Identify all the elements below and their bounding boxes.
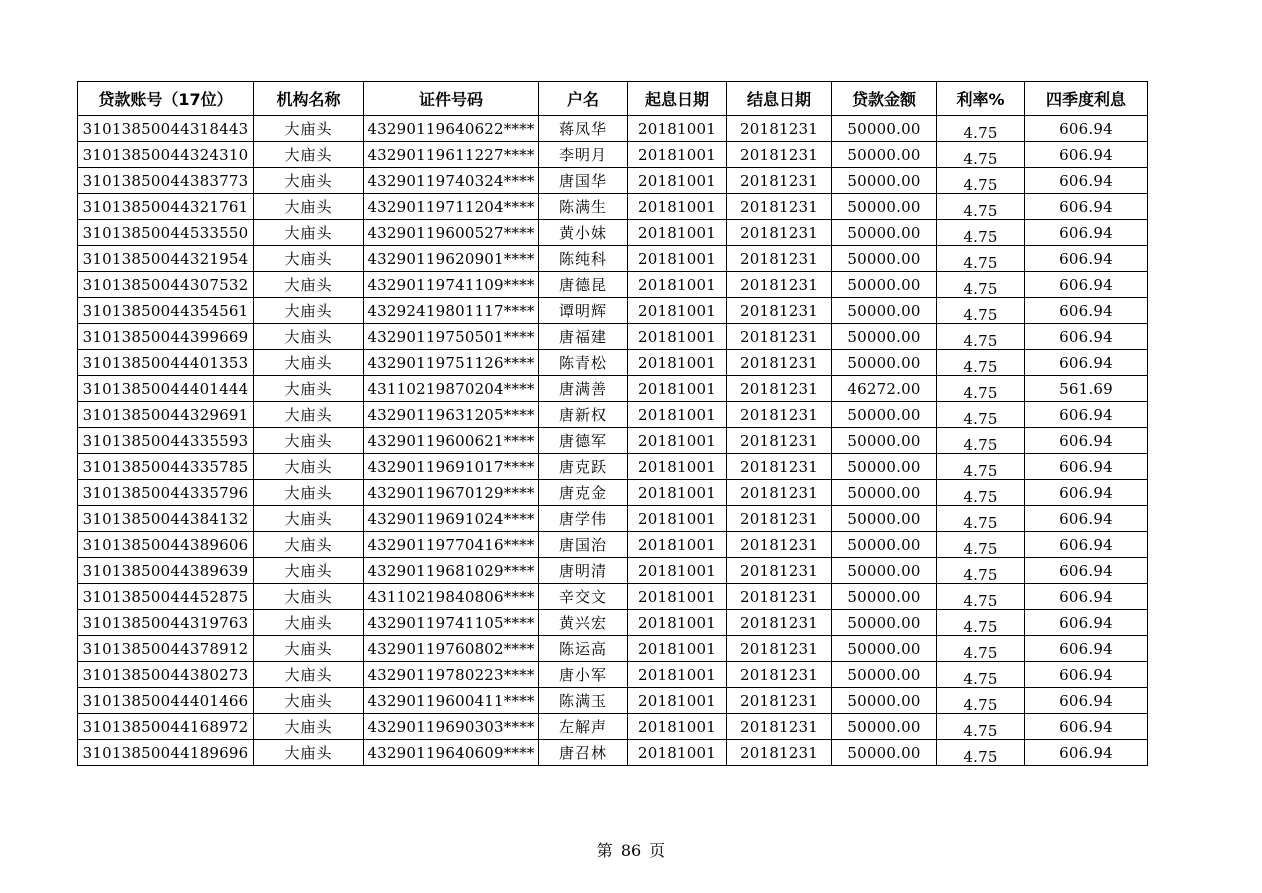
cell-q4-interest: 606.94 [1025,740,1148,766]
header-loan-amount: 贷款金额 [832,82,937,116]
table-body [78,116,1148,766]
cell-start-date: 20181001 [628,532,727,558]
cell-end-date: 20181231 [727,506,832,532]
cell-id-number: 43110219870204**** [364,376,539,402]
cell-q4-interest: 606.94 [1025,246,1148,272]
cell-account-number: 31013850044335593 [78,428,254,454]
cell-loan-amount: 50000.00 [832,714,937,740]
cell-id-number: 43290119750501**** [364,324,539,350]
cell-interest-rate [937,246,1025,272]
cell-branch-name: 大庙头 [254,402,364,428]
cell-start-date: 20181001 [628,324,727,350]
cell-branch-name: 大庙头 [254,298,364,324]
cell-start-date: 20181001 [628,636,727,662]
cell-account-number: 31013850044354561 [78,298,254,324]
cell-branch-name: 大庙头 [254,272,364,298]
interest-rate-value: 4.75 [963,331,998,350]
cell-q4-interest: 606.94 [1025,324,1148,350]
cell-id-number: 43290119640609**** [364,740,539,766]
page-suffix: 页 [649,841,666,860]
header-account-name: 户名 [539,82,628,116]
cell-branch-name: 大庙头 [254,220,364,246]
cell-q4-interest: 606.94 [1025,480,1148,506]
cell-start-date: 20181001 [628,740,727,766]
cell-account-name: 唐克金 [539,480,628,506]
cell-id-number: 43290119770416**** [364,532,539,558]
cell-branch-name: 大庙头 [254,168,364,194]
table-row [78,402,1148,428]
cell-id-number: 43290119631205**** [364,402,539,428]
cell-account-name: 唐克跃 [539,454,628,480]
cell-end-date: 20181231 [727,714,832,740]
cell-account-name: 陈纯科 [539,246,628,272]
cell-interest-rate [937,298,1025,324]
cell-id-number: 43290119741109**** [364,272,539,298]
cell-id-number: 43290119600621**** [364,428,539,454]
table-row [78,532,1148,558]
cell-id-number: 43290119691017**** [364,454,539,480]
cell-q4-interest: 606.94 [1025,220,1148,246]
cell-id-number: 43110219840806**** [364,584,539,610]
interest-rate-value: 4.75 [963,695,998,714]
cell-interest-rate [937,688,1025,714]
cell-interest-rate [937,350,1025,376]
cell-start-date: 20181001 [628,246,727,272]
cell-start-date: 20181001 [628,272,727,298]
cell-branch-name: 大庙头 [254,142,364,168]
cell-branch-name: 大庙头 [254,376,364,402]
cell-id-number: 43290119611227**** [364,142,539,168]
cell-start-date: 20181001 [628,584,727,610]
cell-interest-rate [937,168,1025,194]
table-row [78,220,1148,246]
cell-account-name: 陈满生 [539,194,628,220]
cell-branch-name: 大庙头 [254,350,364,376]
cell-account-number: 31013850044533550 [78,220,254,246]
cell-account-number: 31013850044321954 [78,246,254,272]
table-row [78,376,1148,402]
cell-account-name: 唐新权 [539,402,628,428]
cell-interest-rate [937,142,1025,168]
cell-account-number: 31013850044324310 [78,142,254,168]
cell-loan-amount: 50000.00 [832,246,937,272]
cell-interest-rate [937,272,1025,298]
cell-branch-name: 大庙头 [254,558,364,584]
cell-loan-amount: 50000.00 [832,116,937,142]
cell-account-name: 唐福建 [539,324,628,350]
cell-account-number: 31013850044383773 [78,168,254,194]
cell-account-name: 唐德昆 [539,272,628,298]
cell-account-number: 31013850044401353 [78,350,254,376]
cell-q4-interest: 606.94 [1025,610,1148,636]
table-row [78,298,1148,324]
cell-loan-amount: 50000.00 [832,480,937,506]
interest-rate-value: 4.75 [963,591,998,610]
cell-branch-name: 大庙头 [254,324,364,350]
header-id-number: 证件号码 [364,82,539,116]
cell-branch-name: 大庙头 [254,194,364,220]
cell-branch-name: 大庙头 [254,688,364,714]
cell-loan-amount: 50000.00 [832,168,937,194]
cell-end-date: 20181231 [727,376,832,402]
cell-start-date: 20181001 [628,350,727,376]
header-end-date: 结息日期 [727,82,832,116]
table-row [78,714,1148,740]
cell-account-name: 辛交文 [539,584,628,610]
cell-end-date: 20181231 [727,298,832,324]
cell-interest-rate [937,506,1025,532]
cell-q4-interest: 606.94 [1025,428,1148,454]
cell-account-name: 唐满善 [539,376,628,402]
header-account-number: 贷款账号（17位） [78,82,254,116]
cell-branch-name: 大庙头 [254,584,364,610]
cell-account-name: 黄兴宏 [539,610,628,636]
cell-branch-name: 大庙头 [254,454,364,480]
cell-branch-name: 大庙头 [254,714,364,740]
cell-account-number: 31013850044318443 [78,116,254,142]
cell-start-date: 20181001 [628,662,727,688]
interest-rate-value: 4.75 [963,253,998,272]
cell-end-date: 20181231 [727,740,832,766]
cell-loan-amount: 50000.00 [832,220,937,246]
cell-id-number: 43290119620901**** [364,246,539,272]
cell-end-date: 20181231 [727,168,832,194]
cell-branch-name: 大庙头 [254,636,364,662]
table-row [78,272,1148,298]
table-row [78,610,1148,636]
cell-start-date: 20181001 [628,376,727,402]
cell-start-date: 20181001 [628,168,727,194]
cell-end-date: 20181231 [727,558,832,584]
cell-account-number: 31013850044401444 [78,376,254,402]
table-row [78,584,1148,610]
cell-end-date: 20181231 [727,142,832,168]
cell-interest-rate [937,428,1025,454]
cell-q4-interest: 606.94 [1025,272,1148,298]
interest-rate-value: 4.75 [963,435,998,454]
page-prefix: 第 [596,841,613,860]
cell-q4-interest: 606.94 [1025,142,1148,168]
cell-account-number: 31013850044378912 [78,636,254,662]
table-row [78,636,1148,662]
cell-end-date: 20181231 [727,324,832,350]
cell-interest-rate [937,194,1025,220]
cell-account-number: 31013850044389639 [78,558,254,584]
table-row [78,428,1148,454]
interest-rate-value: 4.75 [963,747,998,766]
cell-id-number: 43290119711204**** [364,194,539,220]
interest-rate-value: 4.75 [963,461,998,480]
table-row [78,246,1148,272]
table-row [78,194,1148,220]
interest-rate-value: 4.75 [963,539,998,558]
cell-account-number: 31013850044399669 [78,324,254,350]
interest-rate-value: 4.75 [963,305,998,324]
cell-loan-amount: 50000.00 [832,688,937,714]
cell-interest-rate [937,220,1025,246]
interest-rate-value: 4.75 [963,227,998,246]
page-number: 86 [620,841,642,860]
cell-account-name: 唐明清 [539,558,628,584]
cell-start-date: 20181001 [628,116,727,142]
interest-rate-value: 4.75 [963,617,998,636]
interest-rate-value: 4.75 [963,279,998,298]
cell-start-date: 20181001 [628,194,727,220]
cell-end-date: 20181231 [727,194,832,220]
cell-q4-interest: 606.94 [1025,402,1148,428]
table-row [78,688,1148,714]
cell-id-number: 43290119741105**** [364,610,539,636]
table-header [78,82,1148,116]
interest-rate-value: 4.75 [963,565,998,584]
interest-rate-value: 4.75 [963,357,998,376]
cell-loan-amount: 50000.00 [832,324,937,350]
cell-start-date: 20181001 [628,506,727,532]
cell-end-date: 20181231 [727,662,832,688]
cell-id-number: 43290119681029**** [364,558,539,584]
cell-end-date: 20181231 [727,350,832,376]
cell-end-date: 20181231 [727,454,832,480]
cell-end-date: 20181231 [727,428,832,454]
cell-start-date: 20181001 [628,142,727,168]
cell-account-number: 31013850044168972 [78,714,254,740]
cell-id-number: 43292419801117**** [364,298,539,324]
cell-interest-rate [937,116,1025,142]
table-row [78,506,1148,532]
cell-id-number: 43290119690303**** [364,714,539,740]
cell-end-date: 20181231 [727,246,832,272]
cell-account-number: 31013850044321761 [78,194,254,220]
header-row [78,82,1148,116]
cell-account-number: 31013850044319763 [78,610,254,636]
cell-id-number: 43290119780223**** [364,662,539,688]
cell-end-date: 20181231 [727,584,832,610]
cell-q4-interest: 606.94 [1025,168,1148,194]
cell-start-date: 20181001 [628,402,727,428]
cell-branch-name: 大庙头 [254,480,364,506]
cell-loan-amount: 50000.00 [832,636,937,662]
cell-account-name: 唐学伟 [539,506,628,532]
cell-interest-rate [937,454,1025,480]
cell-loan-amount: 50000.00 [832,142,937,168]
loan-interest-table [77,81,1148,766]
cell-interest-rate [937,376,1025,402]
cell-account-name: 唐召林 [539,740,628,766]
table-row [78,168,1148,194]
cell-id-number: 43290119691024**** [364,506,539,532]
cell-interest-rate [937,532,1025,558]
interest-rate-value: 4.75 [963,383,998,402]
header-interest-rate: 利率% [937,82,1025,116]
cell-id-number: 43290119760802**** [364,636,539,662]
cell-start-date: 20181001 [628,220,727,246]
cell-loan-amount: 50000.00 [832,272,937,298]
cell-account-number: 31013850044401466 [78,688,254,714]
cell-start-date: 20181001 [628,480,727,506]
interest-rate-value: 4.75 [963,721,998,740]
cell-account-number: 31013850044452875 [78,584,254,610]
cell-account-number: 31013850044380273 [78,662,254,688]
header-start-date: 起息日期 [628,82,727,116]
cell-end-date: 20181231 [727,402,832,428]
table-row [78,480,1148,506]
cell-branch-name: 大庙头 [254,532,364,558]
cell-interest-rate [937,402,1025,428]
table-row [78,740,1148,766]
cell-start-date: 20181001 [628,610,727,636]
table-row [78,558,1148,584]
cell-q4-interest: 606.94 [1025,532,1148,558]
cell-q4-interest: 606.94 [1025,584,1148,610]
cell-interest-rate [937,324,1025,350]
cell-account-name: 陈青松 [539,350,628,376]
interest-rate-value: 4.75 [963,643,998,662]
cell-loan-amount: 46272.00 [832,376,937,402]
cell-start-date: 20181001 [628,298,727,324]
cell-loan-amount: 50000.00 [832,506,937,532]
cell-loan-amount: 50000.00 [832,428,937,454]
interest-rate-value: 4.75 [963,149,998,168]
cell-q4-interest: 606.94 [1025,454,1148,480]
cell-interest-rate [937,480,1025,506]
cell-end-date: 20181231 [727,272,832,298]
interest-rate-value: 4.75 [963,669,998,688]
cell-account-name: 陈满玉 [539,688,628,714]
interest-rate-value: 4.75 [963,123,998,142]
cell-interest-rate [937,662,1025,688]
cell-branch-name: 大庙头 [254,116,364,142]
cell-branch-name: 大庙头 [254,506,364,532]
cell-account-name: 左解声 [539,714,628,740]
cell-q4-interest: 606.94 [1025,350,1148,376]
cell-loan-amount: 50000.00 [832,740,937,766]
cell-loan-amount: 50000.00 [832,532,937,558]
cell-loan-amount: 50000.00 [832,402,937,428]
cell-id-number: 43290119640622**** [364,116,539,142]
table-row [78,662,1148,688]
cell-account-name: 谭明辉 [539,298,628,324]
page-footer [0,838,1262,861]
cell-loan-amount: 50000.00 [832,350,937,376]
cell-q4-interest: 606.94 [1025,662,1148,688]
cell-q4-interest: 606.94 [1025,298,1148,324]
cell-branch-name: 大庙头 [254,740,364,766]
cell-account-name: 黄小妹 [539,220,628,246]
cell-q4-interest: 606.94 [1025,194,1148,220]
cell-id-number: 43290119600411**** [364,688,539,714]
cell-account-number: 31013850044335785 [78,454,254,480]
cell-interest-rate [937,610,1025,636]
cell-interest-rate [937,740,1025,766]
cell-account-name: 蒋凤华 [539,116,628,142]
cell-account-number: 31013850044389606 [78,532,254,558]
cell-id-number: 43290119600527**** [364,220,539,246]
cell-account-name: 唐国华 [539,168,628,194]
cell-account-number: 31013850044307532 [78,272,254,298]
cell-q4-interest: 606.94 [1025,558,1148,584]
cell-interest-rate [937,558,1025,584]
table-row [78,324,1148,350]
cell-interest-rate [937,714,1025,740]
table-row [78,116,1148,142]
cell-account-name: 唐德军 [539,428,628,454]
cell-account-number: 31013850044335796 [78,480,254,506]
cell-start-date: 20181001 [628,428,727,454]
cell-end-date: 20181231 [727,532,832,558]
cell-account-number: 31013850044189696 [78,740,254,766]
cell-loan-amount: 50000.00 [832,610,937,636]
header-branch-name: 机构名称 [254,82,364,116]
cell-loan-amount: 50000.00 [832,298,937,324]
cell-end-date: 20181231 [727,480,832,506]
interest-rate-value: 4.75 [963,175,998,194]
cell-q4-interest: 606.94 [1025,636,1148,662]
table-row [78,142,1148,168]
cell-q4-interest: 606.94 [1025,116,1148,142]
cell-account-name: 陈运高 [539,636,628,662]
interest-rate-value: 4.75 [963,201,998,220]
cell-loan-amount: 50000.00 [832,584,937,610]
cell-id-number: 43290119751126**** [364,350,539,376]
cell-id-number: 43290119740324**** [364,168,539,194]
cell-start-date: 20181001 [628,454,727,480]
cell-branch-name: 大庙头 [254,246,364,272]
cell-loan-amount: 50000.00 [832,454,937,480]
cell-branch-name: 大庙头 [254,428,364,454]
cell-loan-amount: 50000.00 [832,194,937,220]
interest-rate-value: 4.75 [963,409,998,428]
cell-end-date: 20181231 [727,636,832,662]
cell-q4-interest: 561.69 [1025,376,1148,402]
cell-end-date: 20181231 [727,688,832,714]
cell-account-number: 31013850044329691 [78,402,254,428]
cell-account-name: 唐国治 [539,532,628,558]
cell-q4-interest: 606.94 [1025,688,1148,714]
cell-end-date: 20181231 [727,116,832,142]
cell-branch-name: 大庙头 [254,662,364,688]
cell-id-number: 43290119670129**** [364,480,539,506]
cell-start-date: 20181001 [628,688,727,714]
cell-interest-rate [937,584,1025,610]
cell-start-date: 20181001 [628,714,727,740]
cell-account-name: 李明月 [539,142,628,168]
cell-start-date: 20181001 [628,558,727,584]
table-row [78,454,1148,480]
cell-end-date: 20181231 [727,220,832,246]
cell-account-name: 唐小军 [539,662,628,688]
interest-rate-value: 4.75 [963,513,998,532]
cell-branch-name: 大庙头 [254,610,364,636]
cell-end-date: 20181231 [727,610,832,636]
cell-q4-interest: 606.94 [1025,506,1148,532]
table-row [78,350,1148,376]
cell-q4-interest: 606.94 [1025,714,1148,740]
cell-account-number: 31013850044384132 [78,506,254,532]
cell-interest-rate [937,636,1025,662]
header-q4-interest: 四季度利息 [1025,82,1148,116]
interest-rate-value: 4.75 [963,487,998,506]
cell-loan-amount: 50000.00 [832,558,937,584]
cell-loan-amount: 50000.00 [832,662,937,688]
